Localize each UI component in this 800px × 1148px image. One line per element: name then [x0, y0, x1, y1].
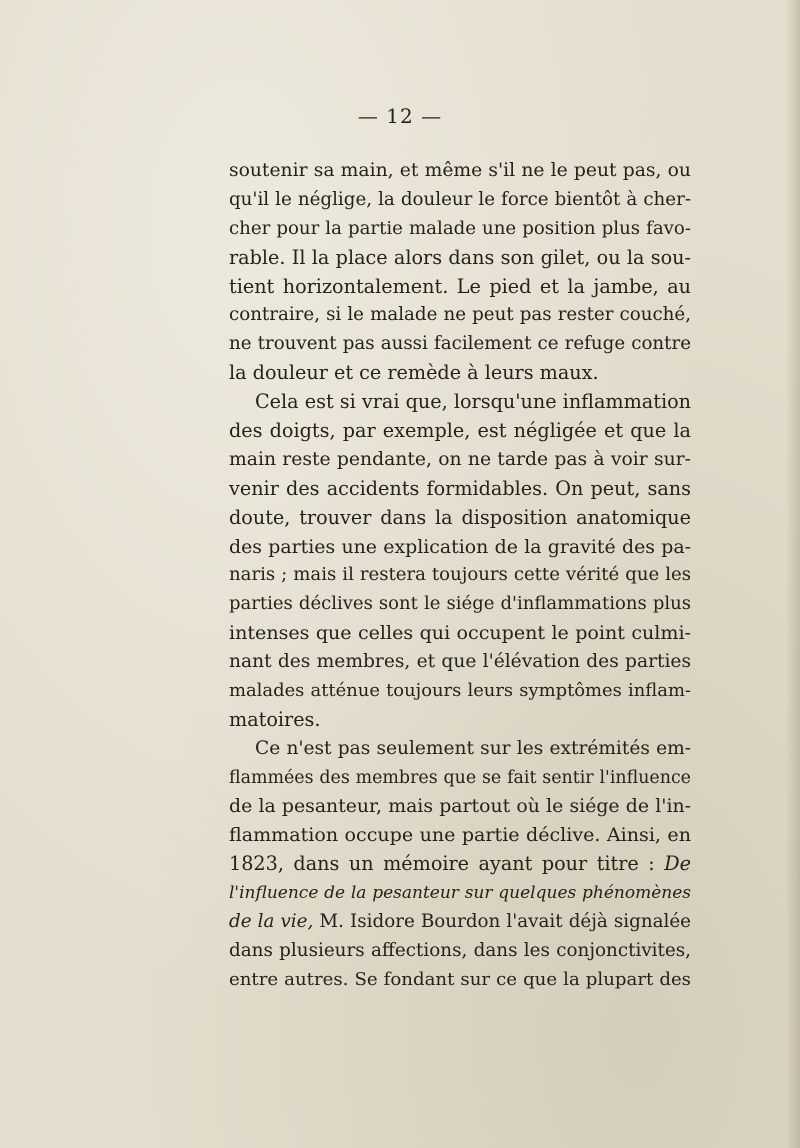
- text-line: venir des accidents formidables. On peut, sans: [229, 476, 691, 500]
- text-line: dans plusieurs affections, dans les conjonctivites,: [229, 940, 691, 962]
- text-line: cher pour la partie malade une position plus favo-: [229, 217, 691, 239]
- text-line: flammation occupe une partie déclive. Ainsi, en: [229, 824, 691, 847]
- text-line: intenses que celles qui occupent le point culmi-: [229, 622, 691, 645]
- text-line: matoires.: [229, 707, 321, 731]
- text-line: entre autres. Se fondant sur ce que la plupart des: [229, 968, 691, 990]
- body-text: [229, 157, 691, 995]
- text-line: ne trouvent pas aussi facilement ce refuge contre: [229, 333, 691, 355]
- text-line: Ce n'est pas seulement sur les extrémités em-: [255, 737, 691, 759]
- text-line-with-title: [229, 908, 691, 937]
- text-line: Cela est si vrai que, lorsqu'une inflammation: [255, 390, 691, 414]
- text-line: de la pesanteur, mais partout où le siége de l'in-: [229, 795, 691, 817]
- text-line: qu'il le néglige, la douleur le force bientôt à cher-: [229, 188, 691, 210]
- text-line: la douleur et ce remède à leurs maux.: [229, 361, 599, 385]
- text-line: soutenir sa main, et même s'il ne le peut pas, ou: [229, 160, 691, 181]
- text-line-italic-title: l'influence de la pesanteur sur quelques phénomènes: [229, 883, 691, 904]
- text-line: doute, trouver dans la disposition anatomique: [229, 505, 691, 529]
- text-line: main reste pendante, on ne tarde pas à voir sur-: [229, 448, 691, 470]
- text-italic-title: De: [664, 852, 691, 876]
- text-italic-title: de la vie,: [229, 911, 314, 933]
- text-line: des doigts, par exemple, est négligée et que la: [229, 419, 691, 443]
- text-roman: M. Isidore Bourdon l'avait déjà signalée: [313, 911, 691, 933]
- text-line: rable. Il la place alors dans son gilet, ou la sou-: [229, 245, 691, 269]
- text-line: contraire, si le malade ne peut pas rester couché,: [229, 304, 691, 326]
- text-line: des parties une explication de la gravité des pa-: [229, 535, 691, 558]
- text-line: nant des membres, et que l'élévation des parties: [229, 651, 691, 673]
- text-line: parties déclives sont le siége d'inflammations plus: [229, 593, 691, 615]
- text-line: tient horizontalement. Le pied et la jambe, au: [229, 274, 691, 298]
- text-line: naris ; mais il restera toujours cette vérité que les: [229, 564, 691, 586]
- text-line-with-title: [229, 850, 691, 879]
- text-roman: 1823, dans un mémoire ayant pour titre :: [229, 852, 665, 876]
- text-line: flammées des membres que se fait sentir l'influence: [229, 767, 691, 788]
- page-number: — 12 —: [357, 104, 443, 128]
- text-line: malades atténue toujours leurs symptômes inflam-: [229, 680, 691, 702]
